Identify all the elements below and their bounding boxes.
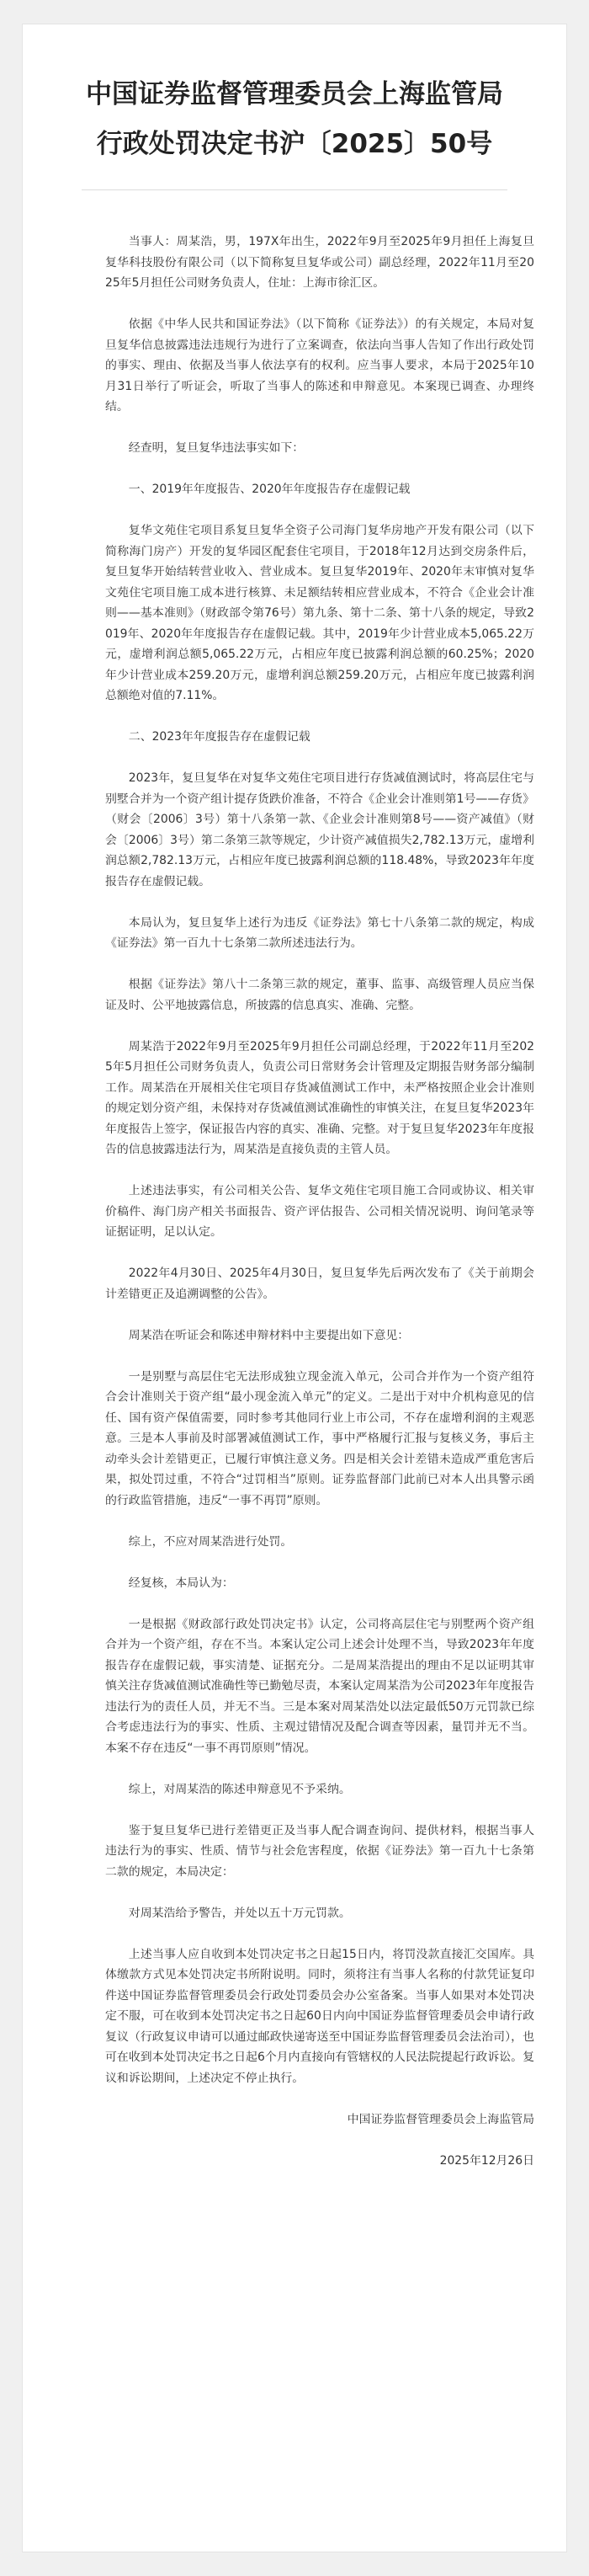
paragraph-party: 当事人：周某浩，男，197X年出生，2022年9月至2025年9月担任上海复旦复华科技股份有限公司（以下简称复旦复华或公司）副总经理，2022年11月至2025年5月担任公司财务负责人，住址：上海市徐汇区。 xyxy=(105,235,534,290)
section-heading-2: 二、2023年年度报告存在虚假记载 xyxy=(128,730,310,744)
section-heading-1: 一、2019年年度报告、2020年年度报告存在虚假记载 xyxy=(128,483,411,496)
paragraph-facts-2: 2023年，复旦复华在对复华文苑住宅项目进行存货减值测试时，将高层住宅与别墅合并为一个资产组计提存货跌价准备，不符合《企业会计准则第1号——存货》（财会〔2006〕3号）第十八条第一款、《企业会计准则第8号——资产减值》（财会〔2006〕3号）第二条第三款等规定，少计资产减值损失2,782.13万元，虚增利润总额2,782.13万元，占相应年度已披露利润总额的118.48%，导致2023年年度报告存在虚假记载。 xyxy=(105,771,534,888)
document-body xyxy=(105,232,534,2171)
document-title xyxy=(23,70,566,169)
paragraph-responsibility: 周某浩于2022年9月至2025年9月担任公司副总经理，于2022年11月至2025年5月担任公司财务负责人，负责公司日常财务会计管理及定期报告财务部分编制工作。周某浩在开展相关住宅项目存货减值测试工作中，未严格按照企业会计准则的规定划分资产组，未保持对存货减值测试准确性的审慎关注，在复旦复华2023年年度报告上签字，保证报告内容的真实、准确、完整。对于复旦复华2023年年度报告的信息披露违法行为，周某浩是直接负责的主管人员。 xyxy=(105,1039,534,1156)
paragraph-procedure: 依据《中华人民共和国证券法》（以下简称《证券法》）的有关规定，本局对复旦复华信息披露违法违规行为进行了立案调查，依法向当事人告知了作出行政处罚的事实、理由、依据及当事人依法享有的权利。应当事人要求，本局于2025年10月31日举行了听证会，听取了当事人的陈述和申辩意见。本案现已调查、办理终结。 xyxy=(105,317,534,413)
title-line-2: 行政处罚决定书沪〔2025〕50号 xyxy=(96,129,493,159)
paragraph-decision: 对周某浩给予警告，并处以五十万元罚款。 xyxy=(128,1906,351,1920)
paragraph-review-intro: 经复核，本局认为： xyxy=(128,1576,234,1590)
paragraph-correction: 2022年4月30日、2025年4月30日，复旦复华先后两次发布了《关于前期会计差错更正及追溯调整的公告》。 xyxy=(105,1267,534,1301)
paragraph-review: 一是根据《财政部行政处罚决定书》认定，公司将高层住宅与别墅两个资产组合并为一个资产组，存在不当。本案认定公司上述会计处理不当，导致2023年年度报告存在虚假记载，事实清楚、证据充分。二是周某浩提出的理由不足以证明其审慎关注存货减值测试准确性等已勤勉尽责，本案认定周某浩为公司2023年年度报告违法行为的责任人员，并无不当。三是本案对周某浩处以法定最低50万元罚款已综合考虑违法行为的事实、性质、主观过错情况及配合调查等因素，量罚并无不当。本案不存在违反“一事不再罚原则”情况。 xyxy=(105,1617,534,1755)
paragraph-defense-conclusion: 综上，不应对周某浩进行处罚。 xyxy=(128,1534,293,1549)
paragraph-facts-intro: 经查明，复旦复华违法事实如下： xyxy=(128,441,305,455)
document-date: 2025年12月26日 xyxy=(439,2153,534,2168)
paragraph-payment-instructions: 上述当事人应自收到本处罚决定书之日起15日内，将罚没款直接汇交国库。具体缴款方式见本处罚决定书所附说明。同时，须将注有当事人名称的付款凭证复印件送中国证券监督管理委员会行政处罚委员会办公室备案。当事人如果对本处罚决定不服，可在收到本处罚决定书之日起60日内向中国证券监督管理委员会申请行政复议（行政复议申请可以通过邮政快递寄送至中国证券监督管理委员会法治司），也可在收到本处罚决定书之日起6个月内直接向有管辖权的人民法院提起行政诉讼。复议和诉讼期间，上述决定不停止执行。 xyxy=(105,1947,534,2085)
title-divider xyxy=(82,189,507,190)
paragraph-review-conclusion: 综上，对周某浩的陈述申辩意见不予采纳。 xyxy=(128,1782,351,1796)
document-page xyxy=(22,24,567,2552)
paragraph-legal-basis: 根据《证券法》第八十二条第三款的规定，董事、监事、高级管理人员应当保证及时、公平地披露信息，所披露的信息真实、准确、完整。 xyxy=(105,978,534,1012)
paragraph-violation: 本局认为，复旦复华上述行为违反《证券法》第七十八条第二款的规定，构成《证券法》第一百九十七条第二款所述违法行为。 xyxy=(105,915,534,950)
signature: 中国证券监督管理委员会上海监管局 xyxy=(347,2112,534,2126)
paragraph-defense-intro: 周某浩在听证会和陈述申辩材料中主要提出如下意见： xyxy=(128,1328,410,1342)
paragraph-decision-intro: 鉴于复旦复华已进行差错更正及当事人配合调查询问、提供材料，根据当事人违法行为的事实、性质、情节与社会危害程度，依据《证券法》第一百九十七条第二款的规定，本局决定： xyxy=(105,1823,534,1879)
paragraph-facts-1: 复华文苑住宅项目系复旦复华全资子公司海门复华房地产开发有限公司（以下简称海门房产）开发的复华园区配套住宅项目，于2018年12月达到交房条件后，复旦复华开始结转营业收入、营业成本。复旦复华2019年、2020年末审慎对复华文苑住宅项目施工成本进行核算、未足额结转相应营业成本，不符合《企业会计准则——基本准则》（财政部令第76号）第九条、第十二条、第十八条的规定，导致2019年、2020年年度报告存在虚假记载。其中，2019年少计营业成本5,065.22万元，虚增利润总额5,065.22万元，占相应年度已披露利润总额的60.25%；2020年少计营业成本259.20万元，虚增利润总额259.20万元，占相应年度已披露利润总额绝对值的7.11%。 xyxy=(105,524,534,702)
paragraph-evidence: 上述违法事实，有公司相关公告、复华文苑住宅项目施工合同或协议、相关审价稿件、海门房产相关书面报告、资产评估报告、公司相关情况说明、询问笔录等证据证明，足以认定。 xyxy=(105,1184,534,1239)
paragraph-defense: 一是别墅与高层住宅无法形成独立现金流入单元，公司合并作为一个资产组符合会计准则关于资产组“最小现金流入单元”的定义。二是出于对中介机构意见的信任、国有资产保值需要，同时参考其他同行业上市公司，不存在虚增利润的主观恶意。三是本人事前及时部署减值测试工作，事中严格履行汇报与复核义务，事后主动牵头会计差错更正，已履行审慎注意义务。四是相关会计差错未造成严重危害后果，拟处罚过重，不符合“过罚相当”原则。证券监督部门此前已对本人出具警示函的行政监管措施，违反“一事不再罚”原则。 xyxy=(105,1369,534,1507)
title-line-1: 中国证券监督管理委员会上海监管局 xyxy=(86,79,503,109)
